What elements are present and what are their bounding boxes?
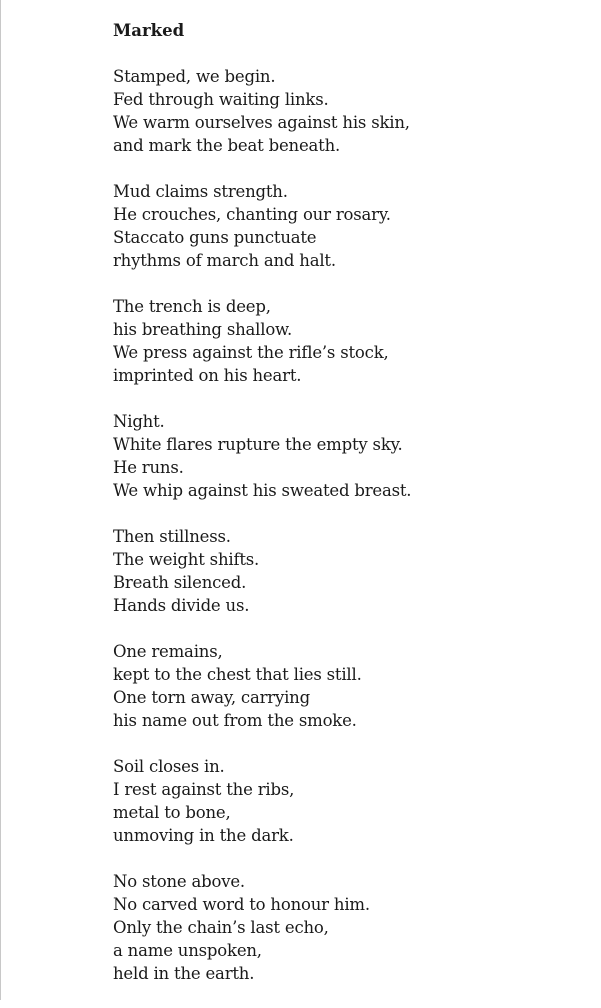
poem-line: We whip against his sweated breast.	[113, 481, 412, 500]
poem	[113, 19, 411, 1008]
poem-line: his name out from the smoke.	[113, 711, 357, 730]
poem-line: He runs.	[113, 458, 184, 477]
poem-line: Stamped, we begin.	[113, 67, 276, 86]
stanza-5	[113, 525, 411, 617]
poem-line: and mark the beat beneath.	[113, 136, 341, 155]
poem-line: The trench is deep,	[113, 297, 271, 316]
poem-line: imprinted on his heart.	[113, 366, 302, 385]
poem-line: Night.	[113, 412, 165, 431]
poem-line: Then stillness.	[113, 527, 231, 546]
poem-line: Only the chain’s last echo,	[113, 918, 329, 937]
stanza-3	[113, 295, 411, 387]
stanza-4	[113, 410, 411, 502]
poem-line: White flares rupture the empty sky.	[113, 435, 403, 454]
poem-line: I rest against the ribs,	[113, 780, 295, 799]
poem-line: Staccato guns punctuate	[113, 228, 317, 247]
page-left-border	[0, 0, 1, 1000]
stanza-6	[113, 640, 411, 732]
stanza-1	[113, 65, 411, 157]
poem-line: We press against the rifle’s stock,	[113, 343, 389, 362]
poem-line: One torn away, carrying	[113, 688, 310, 707]
poem-line: his breathing shallow.	[113, 320, 293, 339]
poem-line: We warm ourselves against his skin,	[113, 113, 410, 132]
stanza-8	[113, 870, 411, 985]
poem-line: a name unspoken,	[113, 941, 262, 960]
poem-line: He crouches, chanting our rosary.	[113, 205, 391, 224]
poem-line: One remains,	[113, 642, 223, 661]
poem-line: rhythms of march and halt.	[113, 251, 336, 270]
poem-title: Marked	[113, 21, 185, 40]
stanza-7	[113, 755, 411, 847]
poem-line: Hands divide us.	[113, 596, 250, 615]
poem-line: Mud claims strength.	[113, 182, 288, 201]
poem-line: No stone above.	[113, 872, 245, 891]
stanza-2	[113, 180, 411, 272]
poem-line: Fed through waiting links.	[113, 90, 329, 109]
poem-line: The weight shifts.	[113, 550, 260, 569]
poem-line: Breath silenced.	[113, 573, 247, 592]
poem-line: held in the earth.	[113, 964, 255, 983]
poem-line: Soil closes in.	[113, 757, 225, 776]
poem-line: unmoving in the dark.	[113, 826, 294, 845]
poem-line: No carved word to honour him.	[113, 895, 370, 914]
poem-line: metal to bone,	[113, 803, 231, 822]
poem-line: kept to the chest that lies still.	[113, 665, 362, 684]
